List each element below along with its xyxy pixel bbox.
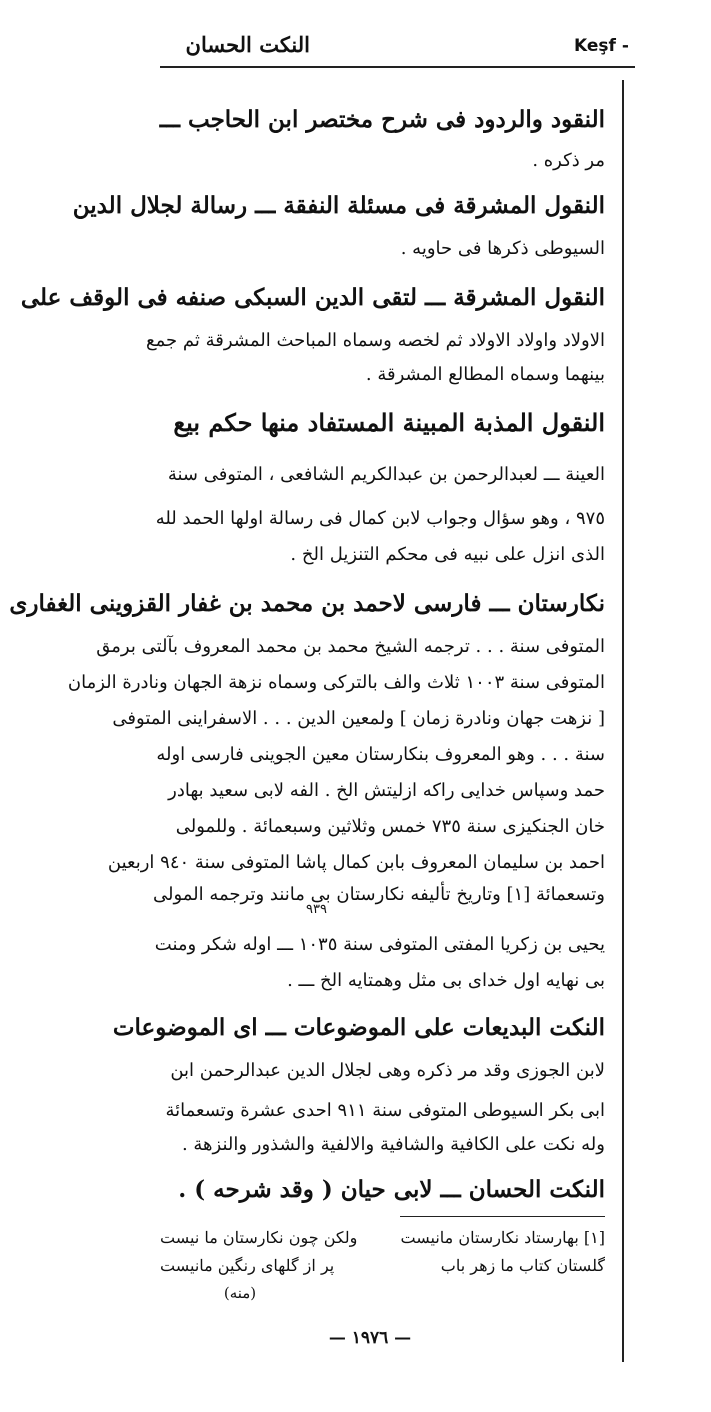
entry-text-line: ٩٧٥ ، وهو سؤال وجواب لابن كمال فى رسالة اولها الحمد لله [155, 508, 605, 529]
footnote-hemistich: پر از گلهاى رنگين مانيست [160, 1256, 335, 1275]
running-title: النكت الحسان [185, 32, 310, 57]
footnote-source: (منه) [223, 1284, 257, 1302]
header-rule [160, 66, 635, 68]
section-label: Keşf - [574, 36, 629, 56]
footnote-rule [400, 1216, 605, 1217]
entry-text-line: وتسعمائة [١] وتاريخ تأليفه نكارستان بى مانند وترجمه المولى [152, 884, 605, 905]
entry-text-line: ابى بكر السيوطى المتوفى سنة ٩١١ احدى عشرة وتسعمائة [165, 1100, 605, 1121]
footnote-hemistich: گلستان كتاب ما زهر باب [440, 1256, 605, 1275]
entry-title-nuqul-mushriqa: النقول المشرقة ـــ لتقى الدين السبكى صنفه فى الوقف على [20, 284, 605, 311]
entry-text-line: يحيى بن زكريا المفتى المتوفى سنة ١٠٣٥ ـــ اوله شكر ومنت [154, 934, 605, 955]
entry-text-line: السيوطى ذكرها فى حاويه . [400, 238, 605, 259]
entry-text-line: الذى انزل على نبيه فى محكم التنزيل الخ . [290, 544, 605, 565]
footnote-hemistich: ولكن چون نكارستان ما نيست [160, 1228, 358, 1247]
entry-text-line: المتوفى سنة ١٠٠٣ ثلاث والف بالتركى وسماه نزهة الجهان ونادرة الزمان [67, 672, 605, 693]
entry-text-line: سنة . . . وهو المعروف بنكارستان معين الجوينى فارسى اوله [156, 744, 605, 765]
entry-text-line: الاولاد واولاد الاولاد ثم لخصه وسماه المباحث المشرقة ثم جمع [146, 330, 605, 351]
interlinear-year: ٩٣٩ [306, 902, 327, 917]
entry-title-nukat-hisan: النكت الحسان ـــ لابى حيان ( وقد شرحه ) . [178, 1176, 605, 1203]
margin-rule [622, 80, 624, 1362]
entry-text-line: احمد بن سليمان المعروف بابن كمال پاشا المتوفى سنة ٩٤٠ اربعين [107, 852, 605, 873]
entry-text-line: بى نهايه اول خداى بى مثل وهمتايه الخ ـــ . [287, 970, 605, 991]
entry-text-line: حمد وسپاس خدايى راكه ازليتش الخ . الفه لابى سعيد بهادر [168, 780, 605, 801]
entry-text-line: خان الجنكيزى سنة ٧٣٥ خمس وثلاثين وسبعمائة . وللمولى [175, 816, 605, 837]
footnote [160, 1224, 605, 1280]
entry-title-nuqud: النقود والردود فى شرح مختصر ابن الحاجب ـــ [159, 106, 605, 133]
footnote-hemistich: [١] بهارستاد نكارستان مانيست [400, 1228, 605, 1247]
entry-text-line: لابن الجوزى وقد مر ذكره وهى لجلال الدين عبدالرحمن ابن [170, 1060, 605, 1081]
footnote-verse-1 [160, 1224, 605, 1252]
entry-title-nuqul-nafaqa: النقول المشرقة فى مسئلة النفقة ـــ رسالة لجلال الدين [72, 192, 605, 219]
entry-text-line: مر ذكره . [532, 150, 605, 171]
entry-text-line: [ نزهت جهان ونادرة زمان ] ولمعين الدين . . . الاسفراينى المتوفى [112, 708, 605, 729]
footnote-verse-2 [160, 1252, 605, 1280]
entry-title-nigaristan: نكارستان ـــ فارسى لاحمد بن محمد بن غفار القزوينى الغفارى [9, 590, 605, 617]
entry-title-nukat-badiat: النكت البديعات على الموضوعات ـــ اى الموضوعات [112, 1014, 605, 1041]
entry-title-nuqul-mudhaba: النقول المذبة المبينة المستفاد منها حكم بيع [173, 408, 605, 437]
entry-text-line: العينة ـــ لعبدالرحمن بن عبدالكريم الشافعى ، المتوفى سنة [167, 464, 605, 485]
entry-text-line: وله نكت على الكافية والشافية والالفية والشذور والنزهة . [181, 1134, 605, 1155]
entry-text-line: المتوفى سنة . . . ترجمه الشيخ محمد بن محمد المعروف بآلتى برمق [96, 636, 605, 657]
entry-text-line: بينهما وسماه المطالع المشرقة . [365, 364, 605, 385]
page-number: — ١٩٧٦ — [328, 1328, 412, 1348]
